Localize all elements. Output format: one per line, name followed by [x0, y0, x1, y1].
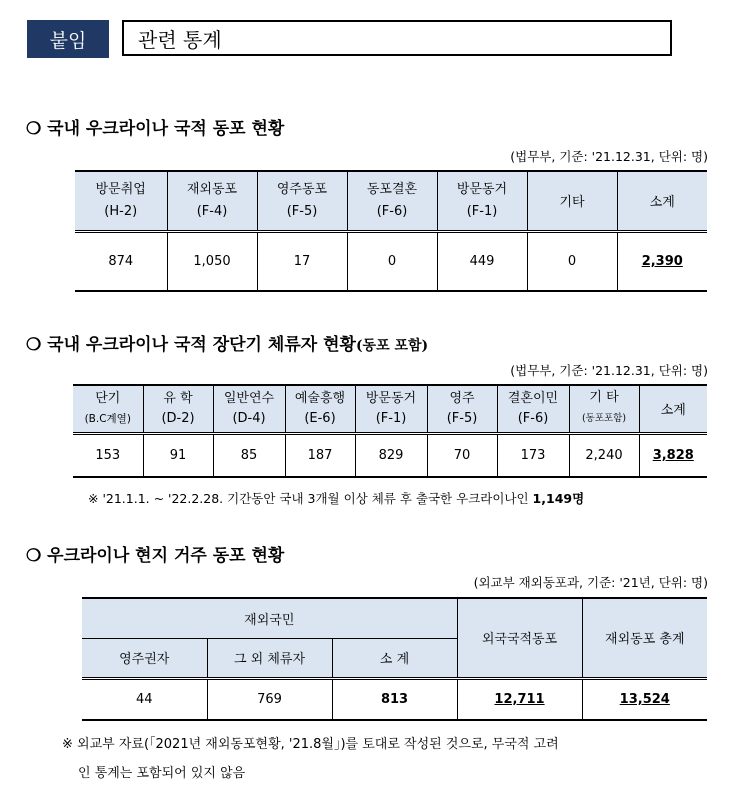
- header-line1: 방문취업: [95, 181, 146, 197]
- value-cell: 153: [73, 433, 143, 477]
- header-cell: [347, 171, 437, 231]
- section2-table: [73, 384, 707, 478]
- section3-title: ❍ 우크라이나 현지 거주 동포 현황: [26, 546, 285, 566]
- header-line1: 동포결혼: [366, 181, 418, 197]
- header-line1: 영주동포: [276, 181, 328, 197]
- header-cell: [285, 385, 355, 433]
- section1-title: ❍ 국내 우크라이나 국적 동포 현황: [26, 119, 285, 139]
- header-line2: (H-2): [104, 203, 138, 219]
- value-cell: 187: [285, 433, 355, 477]
- header-line2: (F-5): [286, 203, 318, 219]
- header-cell: 재외동포 총계: [582, 598, 707, 678]
- header-line1: 단기: [95, 390, 121, 406]
- page-title: 관련 통계: [122, 20, 672, 56]
- section1-source: (법무부, 기준: '21.12.31, 단위: 명): [510, 149, 708, 164]
- subtotal-cell: 813: [332, 678, 457, 720]
- grand-total-cell: 13,524: [619, 691, 670, 707]
- value-cell: 17: [257, 231, 347, 291]
- header-line2: (B.C계열): [84, 412, 131, 425]
- header-line1: 방문동거: [365, 390, 417, 406]
- attachment-tag: 붙임: [27, 20, 109, 58]
- header-cell: [213, 385, 285, 433]
- header-line2: (F-1): [375, 410, 407, 426]
- section2-title: [26, 330, 428, 355]
- section3-note-line1: ※ 외교부 자료(「2021년 재외동포현황, '21.8월」)를 토대로 작성된 것으로, 무국적 고려: [62, 737, 559, 752]
- header-line1: 기타: [559, 195, 585, 211]
- section2-note: [88, 489, 584, 507]
- value-cell: 44: [82, 678, 207, 720]
- header-cell: [167, 171, 257, 231]
- section3-note-line2: 인 통계는 포함되어 있지 않음: [78, 766, 246, 781]
- group-header-cell: 재외국민: [82, 598, 457, 638]
- header-line1: 기 타: [589, 390, 619, 406]
- value-cell: 0: [527, 231, 617, 291]
- header-cell: [617, 171, 707, 231]
- header-line2: (F-6): [517, 410, 549, 426]
- section2-note-text: ※ '21.1.1. ~ '22.2.28. 기간동안 국내 3개월 이상 체류 후 출국한 우크라이나인: [88, 491, 529, 506]
- header-line2: (E-6): [304, 410, 336, 426]
- header-cell: [355, 385, 427, 433]
- total-cell: 3,828: [652, 447, 694, 463]
- header-cell: [427, 385, 497, 433]
- header-line2: (F-4): [196, 203, 228, 219]
- header-cell: [437, 171, 527, 231]
- value-cell: 85: [213, 433, 285, 477]
- section2-source: (법무부, 기준: '21.12.31, 단위: 명): [510, 363, 708, 378]
- header-cell: 외국국적동포: [457, 598, 582, 678]
- section2-title-sub: (동포 포함): [355, 338, 429, 354]
- header-line1: 영주: [449, 390, 475, 406]
- header-line2: (F-6): [376, 203, 408, 219]
- header-cell: [73, 385, 143, 433]
- value-cell: 91: [143, 433, 213, 477]
- value-cell: 0: [347, 231, 437, 291]
- value-cell: 449: [437, 231, 527, 291]
- header-cell: [143, 385, 213, 433]
- header-line1: 유 학: [163, 390, 193, 406]
- header-cell: [257, 171, 347, 231]
- total-cell: 2,390: [641, 253, 683, 269]
- header-cell: 영주권자: [82, 638, 207, 678]
- header-line1: 일반연수: [223, 390, 275, 406]
- header-line1: 소계: [660, 403, 686, 419]
- section2-note-count: 1,149명: [532, 491, 585, 506]
- header-line1: 재외동포: [186, 181, 238, 197]
- section1-table: [75, 170, 707, 292]
- header-cell: [75, 171, 167, 231]
- header-line2: (F-1): [466, 203, 498, 219]
- header-line1: 예술흥행: [294, 390, 346, 406]
- header-cell: [527, 171, 617, 231]
- value-cell: 173: [497, 433, 569, 477]
- header-line2: (D-4): [232, 410, 266, 426]
- header-line1: 결혼이민: [507, 390, 559, 406]
- header-cell: [639, 385, 707, 433]
- section2-title-main: ❍ 국내 우크라이나 국적 장단기 체류자 현황: [26, 335, 356, 355]
- header-cell: 그 외 체류자: [207, 638, 332, 678]
- value-cell: 1,050: [167, 231, 257, 291]
- header-line1: 소계: [649, 195, 675, 211]
- header-line2: (D-2): [161, 410, 195, 426]
- value-cell: 874: [75, 231, 167, 291]
- header-cell: 소 계: [332, 638, 457, 678]
- section3-source: (외교부 재외동포과, 기준: '21년, 단위: 명): [473, 575, 708, 590]
- section3-table: [82, 597, 707, 721]
- foreign-total-cell: 12,711: [457, 678, 582, 720]
- value-cell: 2,240: [569, 433, 639, 477]
- header-cell: [497, 385, 569, 433]
- value-cell: 70: [427, 433, 497, 477]
- value-cell: 769: [207, 678, 332, 720]
- header-line1: 방문동거: [456, 181, 508, 197]
- header-cell: [569, 385, 639, 433]
- header-line2: (F-5): [446, 410, 478, 426]
- value-cell: 829: [355, 433, 427, 477]
- header-line2: (동포포함): [581, 413, 627, 425]
